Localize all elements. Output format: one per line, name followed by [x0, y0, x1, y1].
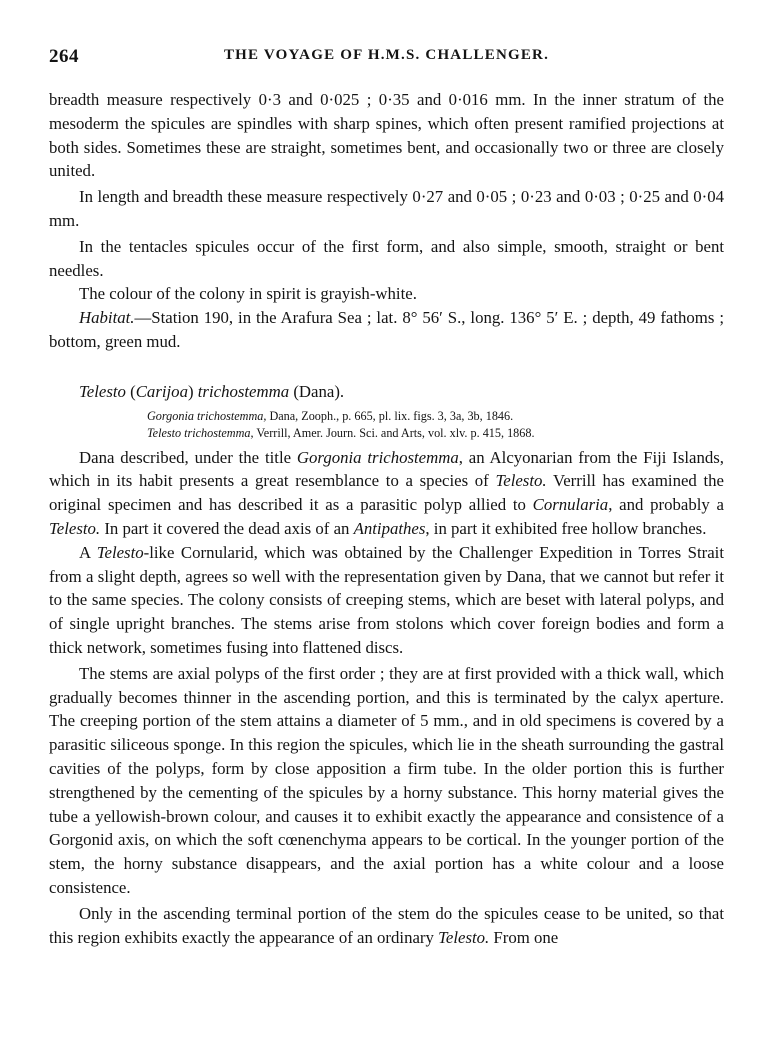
synonym-1: [147, 408, 724, 425]
habitat-text: —Station 190, in the Arafura Sea ; lat. 8° 56′ S., long. 136° 5′ E. ; depth, 49 fathoms ; bottom, green mud.: [49, 308, 724, 351]
text-run: In part it covered the dead axis of an: [100, 518, 354, 538]
synonym-2-ref: Verrill, Amer. Journ. Sci. and Arts, vol. xlv. p. 415, 1868.: [253, 425, 535, 440]
synonymy: [49, 408, 724, 442]
paragraph-7: The stems are axial polyps of the first order ; they are at first provided with a thick wall, which gradually becomes thinner in the ascending portion, and this is terminated by the calyx aperture. The creeping portion of the stem attains a diameter of 5 mm., and in old specimens is covered by a parasitic siliceous sponge. In this region the spicules, which lie in the sheath surrounding the gastral cavities of the polyps, form by close apposition a firm tube. In the older portion this is further strengthened by the cementing of the spicules by a horny substance. This horny material gives the tube a yellowish-brown colour, and causes it to exhibit exactly the appearance and consistence of a Gorgonid axis, on which the soft cœnenchyma appears to be cortical. In the younger portion of the stem, the horny substance disappears, and the axial portion has a white colour and a loose consistence.: [49, 663, 724, 897]
species-subgenus: Carijoa: [135, 381, 188, 401]
species-heading: Telesto (Carijoa) trichostemma (Dana).: [79, 381, 345, 401]
text-run: A: [79, 542, 97, 562]
italic-run: Telesto.: [49, 518, 101, 538]
paragraph-6: [49, 541, 724, 660]
species-genus: Telesto: [79, 381, 126, 401]
page-header: [49, 46, 724, 68]
paragraph-3: In the tentacles spicules occur of the first form, and also simple, smooth, straight or bent needles.: [49, 236, 724, 280]
paragraph-1: breadth measure respectively 0·3 and 0·025 ; 0·35 and 0·016 mm. In the inner stratum of the mesoderm the spicules are spindles with sharp spines, which often present ramified projections at both sides. Sometimes these are straight, sometimes bent, and occasionally two or three are closely united.: [49, 90, 724, 181]
text-run: , in part it exhibited free hollow branches.: [425, 518, 707, 538]
italic-run: Antipathes: [353, 518, 426, 538]
text-run: Only in the ascending terminal portion of the stem do the spicules cease to be united, so that this region exhibits exactly the appearance of an ordinary: [49, 903, 724, 947]
synonym-2: [147, 425, 724, 442]
paragraph-2: In length and breadth these measure respectively 0·27 and 0·05 ; 0·23 and 0·03 ; 0·25 and 0·04 mm.: [49, 187, 724, 230]
habitat-paragraph: [49, 306, 724, 354]
paragraph-4: The colour of the colony in spirit is grayish-white.: [79, 284, 417, 304]
text-run: Verrill has examined the original specimen and has described it as a parasitic polyp allied to: [49, 471, 724, 515]
text-run: , an Alcyonarian from the Fiji Islands, which in its habit presents a great resemblance to a species of: [49, 447, 724, 491]
synonym-1-name: Gorgonia trichostemma,: [147, 408, 267, 423]
text-run: From one: [489, 927, 559, 947]
text-run: Dana described, under the title: [79, 447, 297, 467]
text-run: -like Cornularid, which was obtained by the Challenger Expedition in Torres Strait from a slight depth, agrees so well with the representation given by Dana, that we cannot but refer it to the same species. The colony consists of creeping stems, which are beset with lateral polyps, and of single upright branches. The stems arise from stolons which cover foreign bodies and form a thick network, sometimes fusing into flattened discs.: [49, 542, 725, 657]
paragraph-5: [49, 446, 724, 541]
synonym-2-name: Telesto trichostemma,: [147, 425, 254, 440]
italic-run: Cornularia: [532, 495, 609, 515]
running-title: THE VOYAGE OF H.M.S. CHALLENGER.: [223, 47, 550, 63]
italic-run: Gorgonia trichostemma: [296, 447, 459, 467]
italic-run: Telesto.: [438, 927, 490, 947]
paragraph-8: [49, 902, 724, 950]
italic-run: Telesto: [96, 542, 144, 562]
synonym-1-ref: Dana, Zooph., p. 665, pl. lix. figs. 3, 3a, 3b, 1846.: [266, 408, 514, 423]
page-number: 264: [49, 46, 79, 67]
text-run: , and probably a: [608, 495, 724, 515]
habitat-label: Habitat.: [79, 308, 135, 328]
species-author: (Dana).: [293, 381, 345, 401]
body-text: [49, 88, 724, 949]
italic-run: Telesto.: [495, 471, 547, 491]
species-epithet: trichostemma: [197, 381, 290, 401]
